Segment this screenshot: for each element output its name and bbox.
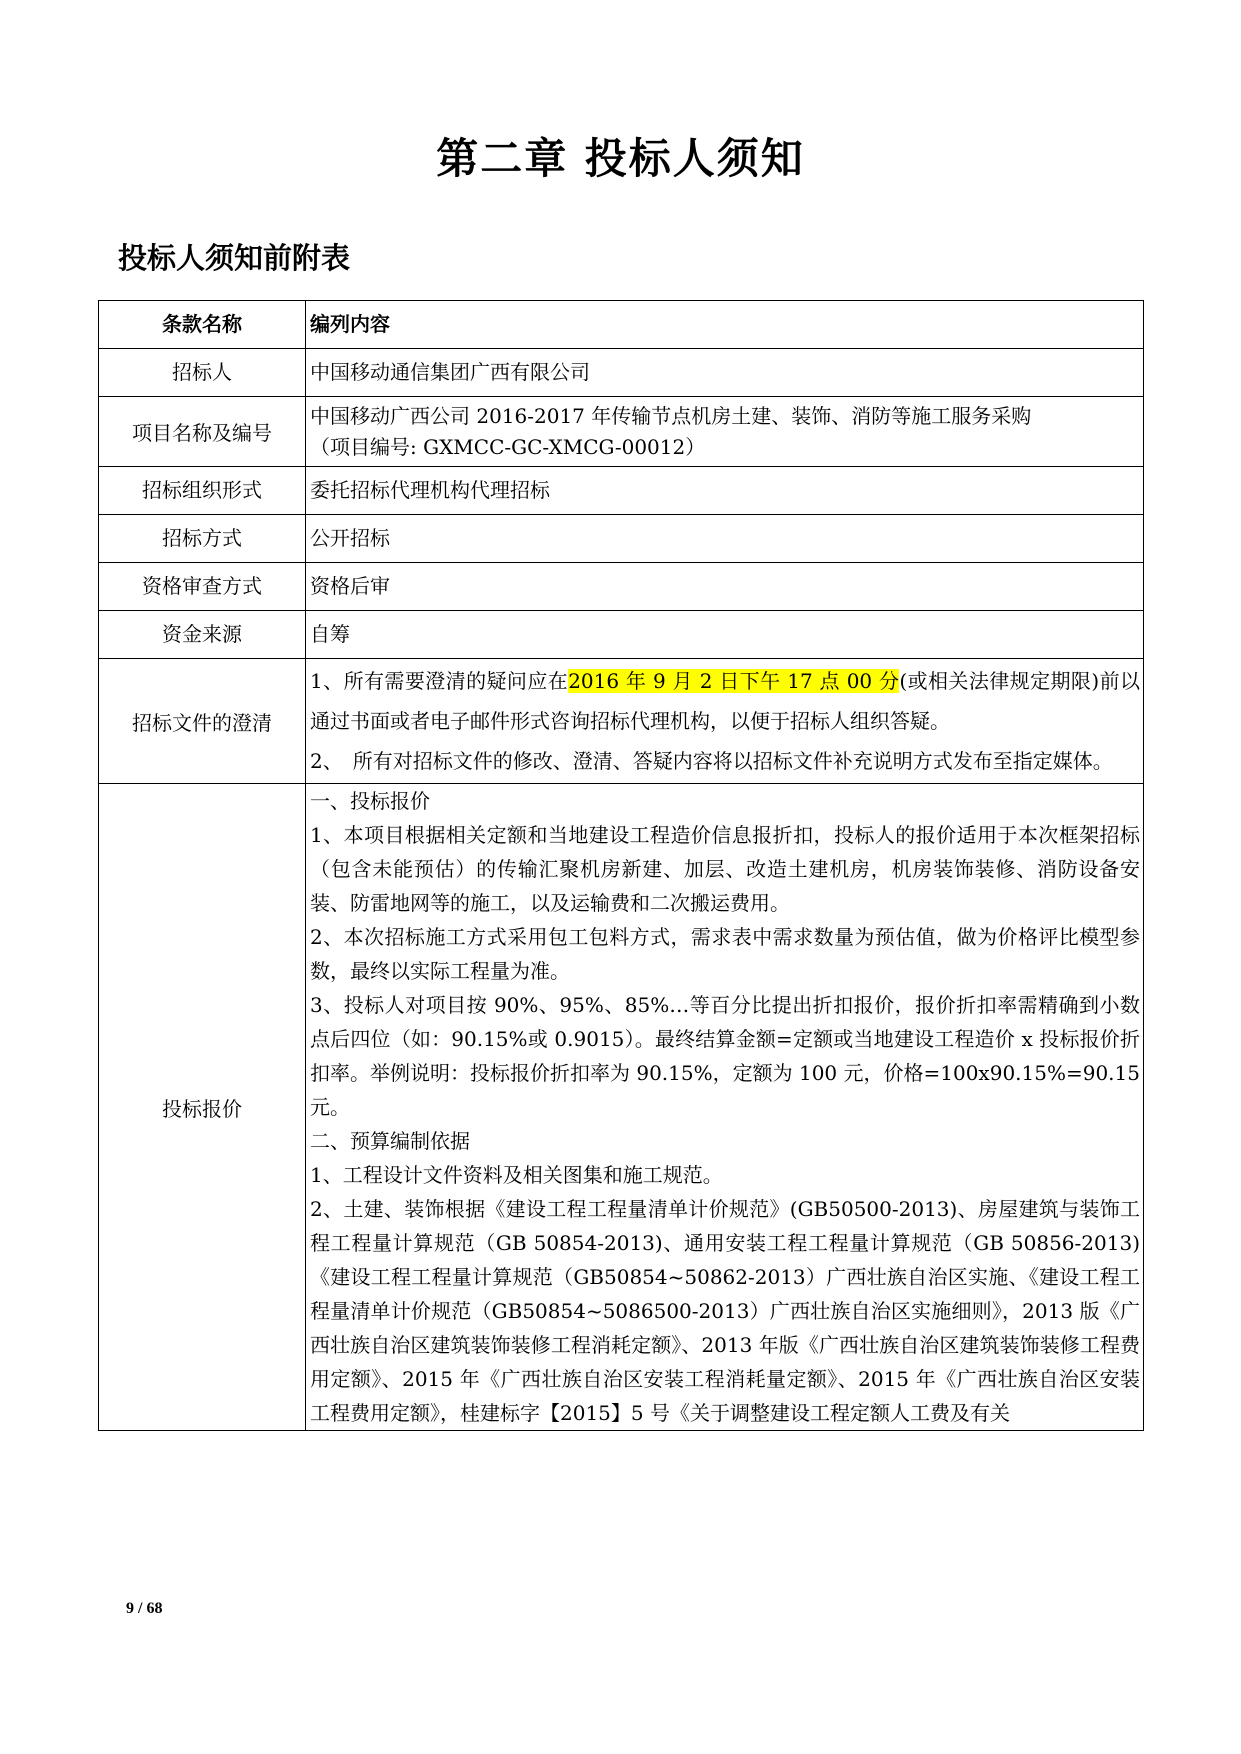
table-row — [99, 515, 1144, 563]
project-name-line: 中国移动广西公司 2016-2017 年传输节点机房土建、装饰、消防等施工服务采购 — [310, 403, 1032, 428]
budget-basis-heading: 二、预算编制依据 — [310, 1129, 470, 1153]
header-content: 编列内容 — [306, 301, 1144, 349]
table-row — [99, 467, 1144, 515]
clause-content — [306, 659, 1144, 784]
clause-content — [306, 397, 1144, 467]
clause-name: 资格审查方式 — [99, 563, 306, 611]
table-row — [99, 784, 1144, 1431]
clause-content: 公开招标 — [306, 515, 1144, 563]
table-row — [99, 397, 1144, 467]
header-clause-name: 条款名称 — [99, 301, 306, 349]
clause-content — [306, 784, 1144, 1431]
section-title: 投标人须知前附表 — [118, 241, 351, 275]
budget-basis-paragraph: 2、土建、装饰根据《建设工程工程量清单计价规范》(GB50500-2013)、房屋建筑与装饰工程工程量计算规范（GB 50854-2013)、通用安装工程工程量计算规范（GB 50856-2013)《建设工程工程量计算规范（GB50854~50862-2013）广西壮族自治区实施、《建设工程工程量清单计价规范（GB50854~5086500-2013）广西壮族自治区实施细则》，2013 版《广西壮族自治区建筑装饰装修工程消耗定额》、2013 年版《广西壮族自治区建筑装饰装修工程费用定额》、2015 年《广西壮族自治区安装工程消耗量定额》、2015 年《广西壮族自治区安装工程费用定额》，桂建标字【2015】5 号《关于调整建设工程定额人工费及有关 — [310, 1197, 1140, 1425]
clarification-paragraph-2: 2、 所有对招标文件的修改、澄清、答疑内容将以招标文件补充说明方式发布至指定媒体。 — [310, 749, 1113, 773]
table-row — [99, 659, 1144, 784]
clause-name: 招标文件的澄清 — [99, 659, 306, 784]
clause-content: 委托招标代理机构代理招标 — [306, 467, 1144, 515]
clause-name: 招标组织形式 — [99, 467, 306, 515]
bid-price-paragraph: 3、投标人对项目按 90%、95%、85%…等百分比提出折扣报价，报价折扣率需精确到小数点后四位（如：90.15%或 0.9015）。最终结算金额=定额或当地建设工程造价 x 投标报价折扣率。举例说明：投标报价折扣率为 90.15%，定额为 100 元，价格=100x90.15%=90.15 元。 — [310, 993, 1140, 1119]
clause-name: 投标报价 — [99, 784, 306, 1431]
table-header-row — [99, 301, 1144, 349]
bid-price-paragraph: 2、本次招标施工方式采用包工包料方式，需求表中需求数量为预估值，做为价格评比模型参数，最终以实际工程量为准。 — [310, 925, 1140, 983]
table-row — [99, 563, 1144, 611]
bidder-instructions-table — [98, 300, 1144, 1431]
chapter-title: 第二章 投标人须知 — [436, 134, 805, 183]
clause-name: 项目名称及编号 — [99, 397, 306, 467]
clause-content: 自筹 — [306, 611, 1144, 659]
clause-name: 招标方式 — [99, 515, 306, 563]
page-number: 9 / 68 — [126, 1600, 163, 1617]
clause-content: 中国移动通信集团广西有限公司 — [306, 349, 1144, 397]
bid-price-heading: 一、投标报价 — [310, 789, 430, 813]
project-number-line: （项目编号: GXMCC-GC-XMCG-00012） — [310, 434, 706, 459]
clarification-paragraph-1: 1、所有需要澄清的疑问应在2016 年 9 月 2 日下午 17 点 00 分(或相关法律规定期限)前以通过书面或者电子邮件形式咨询招标代理机构，以便于招标人组织答疑。 — [310, 669, 1140, 733]
table-row — [99, 349, 1144, 397]
clause-content: 资格后审 — [306, 563, 1144, 611]
deadline-highlight: 2016 年 9 月 2 日下午 17 点 00 分 — [568, 669, 900, 693]
bid-price-paragraph: 1、本项目根据相关定额和当地建设工程造价信息报折扣，投标人的报价适用于本次框架招标（包含未能预估）的传输汇聚机房新建、加层、改造土建机房，机房装饰装修、消防设备安装、防雷地网等的施工，以及运输费和二次搬运费用。 — [310, 823, 1140, 915]
clause-name: 资金来源 — [99, 611, 306, 659]
table-row — [99, 611, 1144, 659]
clause-name: 招标人 — [99, 349, 306, 397]
budget-basis-paragraph: 1、工程设计文件资料及相关图集和施工规范。 — [310, 1163, 723, 1187]
